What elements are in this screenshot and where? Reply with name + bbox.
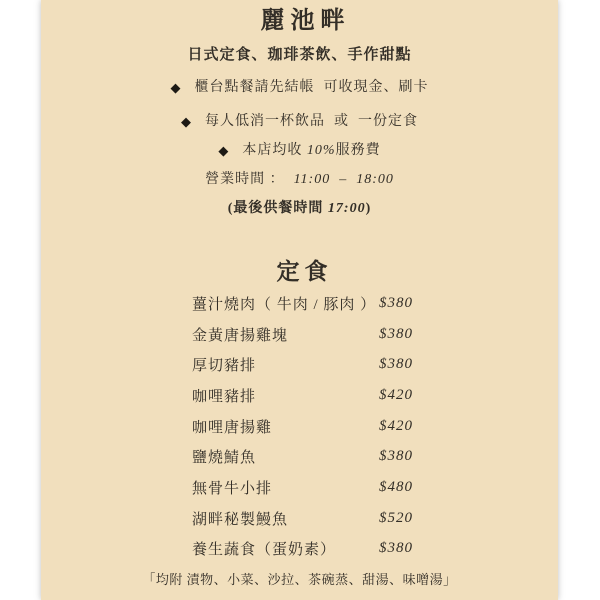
menu-item-name: 湖畔秘製鰻魚: [192, 511, 289, 528]
menu-row: [192, 349, 522, 380]
menu-subtitle: 日式定食、珈琲茶飲、手作甜點: [187, 47, 412, 63]
menu-item-name: 厚切豬排: [192, 358, 257, 375]
diamond-bullet-icon: ◆: [170, 79, 182, 95]
menu-row: [192, 411, 522, 442]
menu-item-price: $380: [379, 294, 413, 311]
menu-item-price: $380: [379, 448, 413, 465]
notice-counter-order: [41, 79, 558, 97]
notice-service-charge: [41, 142, 558, 160]
menu-item-price: $380: [379, 540, 413, 557]
business-hours-label: 營業時間 ：: [205, 172, 294, 187]
set-meal-list: [192, 288, 522, 564]
menu-item-price: $380: [379, 325, 413, 342]
notice-minimum-charge: [41, 113, 558, 131]
menu-item-name: 金黃唐揚雞塊: [192, 327, 289, 344]
included-sides-note: 「均附 漬物、小菜、沙拉、茶碗蒸、甜湯、味噌湯」: [142, 572, 457, 587]
last-order-time: 17:00: [327, 201, 366, 216]
notice-text: 櫃台點餐請先結帳 可收現金、刷卡: [194, 80, 429, 95]
menu-row: [192, 472, 522, 503]
menu-panel: [41, 0, 558, 600]
menu-row: [192, 441, 522, 472]
last-order-prefix: (最後供餐時間: [227, 201, 328, 216]
diamond-bullet-icon: ◆: [181, 113, 192, 129]
menu-item-name: 鹽燒鯖魚: [192, 450, 257, 467]
diamond-bullet-icon: ◆: [218, 142, 230, 158]
menu-item-name: 薑汁燒肉（ 牛肉 / 豚肉 ）: [192, 296, 377, 313]
menu-item-name: 養生蔬食（蛋奶素）: [192, 542, 337, 559]
menu-item-price: $380: [379, 356, 413, 373]
menu-item-price: $520: [379, 509, 413, 526]
menu-row: [192, 503, 522, 534]
notice-text: 每人低消一杯飲品 或 一份定食: [205, 114, 418, 129]
last-order-note: [41, 200, 558, 218]
menu-row: [192, 288, 522, 319]
menu-item-name: 無骨牛小排: [192, 480, 273, 497]
menu-item-name: 咖哩唐揚雞: [192, 419, 273, 436]
menu-item-price: $480: [379, 478, 413, 495]
menu-row: [192, 319, 522, 350]
menu-row: [192, 534, 522, 565]
service-charge-percent: 10%: [306, 143, 336, 158]
menu-item-name: 咖哩豬排: [192, 388, 257, 405]
section-heading-set-meals: 定食: [276, 259, 333, 284]
business-hours: [41, 171, 558, 189]
notice-text-prefix: 本店均收: [242, 143, 307, 158]
menu-row: [192, 380, 522, 411]
notice-text-suffix: 服務費: [335, 143, 381, 158]
business-hours-value: 11:00 – 18:00: [293, 172, 394, 187]
menu-item-price: $420: [379, 386, 413, 403]
restaurant-title: 麗池畔: [260, 8, 351, 34]
menu-item-price: $420: [379, 417, 413, 434]
last-order-suffix: ): [365, 201, 372, 216]
